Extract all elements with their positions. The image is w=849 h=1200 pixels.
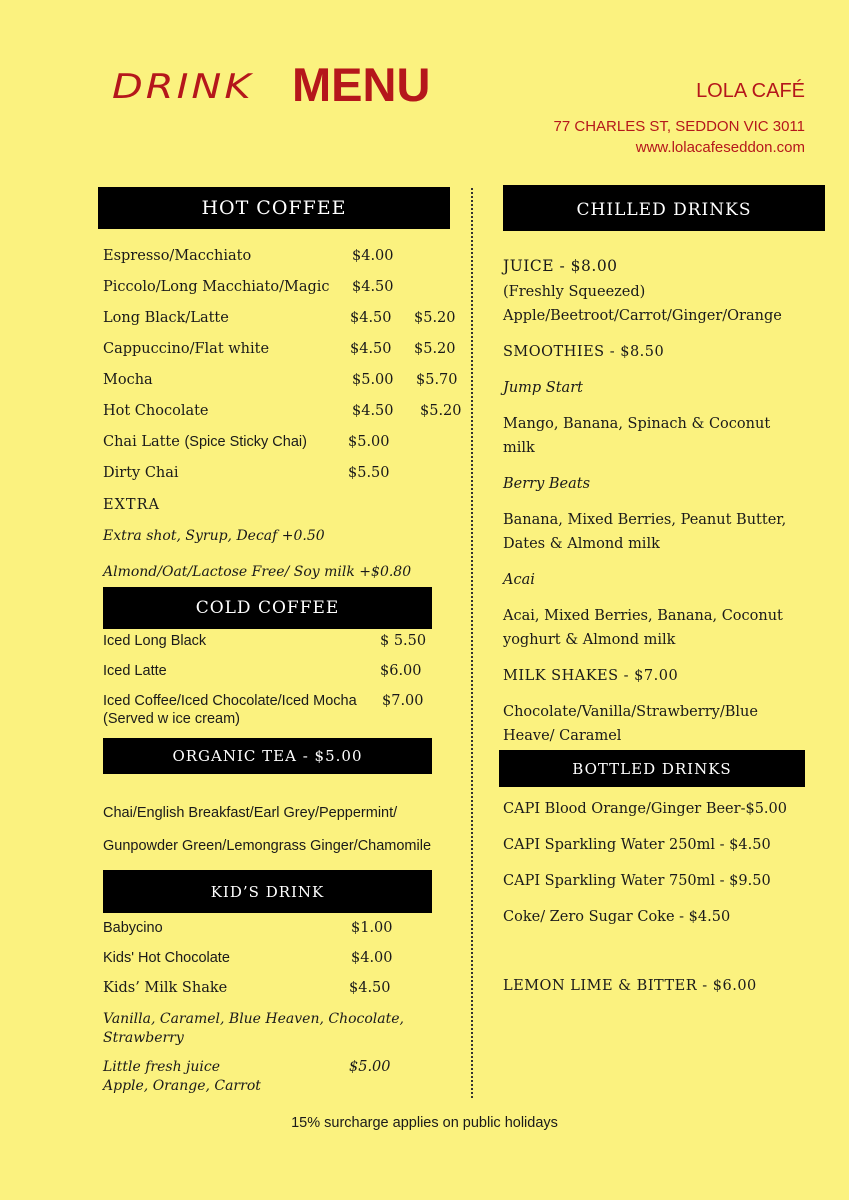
chilled-drinks-heading: CHILLED DRINKS — [503, 185, 825, 231]
bottled-item: CAPI Blood Orange/Ginger Beer-$5.00 — [503, 801, 787, 817]
title-drink: DRINK — [112, 67, 254, 107]
shake-flavours: Strawberry — [103, 1030, 184, 1046]
smoothie-name: Acai — [503, 572, 535, 588]
juice-note: (Freshly Squeezed) — [503, 284, 646, 300]
column-divider — [471, 188, 473, 1098]
menu-item-name: Iced Long Black — [103, 633, 207, 649]
menu-item-price: $1.00 — [351, 920, 393, 936]
cafe-address: 77 CHARLES ST, SEDDON VIC 3011 — [553, 118, 805, 135]
menu-item-price: $ 5.50 — [380, 633, 427, 649]
bottled-drinks-heading: BOTTLED DRINKS — [499, 750, 805, 787]
smoothie-desc: yoghurt & Almond milk — [503, 632, 676, 648]
menu-item-price: $4.50 — [349, 980, 391, 996]
menu-item-price: $4.00 — [351, 950, 393, 966]
bottled-item: CAPI Sparkling Water 750ml - $9.50 — [503, 873, 771, 889]
menu-item-name: Iced Latte — [103, 663, 167, 679]
smoothie-desc: milk — [503, 440, 535, 456]
tea-list: Gunpowder Green/Lemongrass Ginger/Chamomile — [103, 838, 432, 854]
menu-item-price: $5.00 — [348, 434, 390, 450]
smoothie-desc: Dates & Almond milk — [503, 536, 660, 552]
menu-item-price: $4.50 — [352, 279, 394, 295]
juice-options: Apple/Beetroot/Carrot/Ginger/Orange — [503, 308, 782, 324]
little-juice-price: $5.00 — [349, 1059, 391, 1075]
surcharge-note: 15% surcharge applies on public holidays — [291, 1115, 558, 1131]
smoothie-name: Jump Start — [503, 380, 583, 396]
extra-line: Extra shot, Syrup, Decaf +0.50 — [103, 528, 325, 544]
milkshakes-title: MILK SHAKES - $7.00 — [503, 668, 679, 684]
menu-item-price: $4.50 — [350, 310, 392, 326]
lemon-lime-bitter: LEMON LIME & BITTER - $6.00 — [503, 978, 757, 994]
menu-item-name: Babycino — [103, 920, 163, 936]
menu-item-name: Piccolo/Long Macchiato/Magic — [103, 279, 330, 295]
smoothie-name: Berry Beats — [503, 476, 591, 492]
menu-item-name — [103, 434, 307, 450]
menu-item-name: Dirty Chai — [103, 465, 179, 481]
smoothie-desc: Mango, Banana, Spinach & Coconut — [503, 416, 771, 432]
bottled-item: CAPI Sparkling Water 250ml - $4.50 — [503, 837, 771, 853]
menu-item-price: $7.00 — [382, 693, 424, 709]
menu-item-price-large: $5.20 — [414, 310, 456, 326]
menu-item-price: $4.50 — [350, 341, 392, 357]
shake-flavours: Vanilla, Caramel, Blue Heaven, Chocolate, — [103, 1011, 404, 1027]
menu-item-price: $5.00 — [352, 372, 394, 388]
little-juice: Little fresh juice — [103, 1059, 221, 1075]
cold-coffee-heading: COLD COFFEE — [103, 587, 432, 629]
menu-item-note: (Served w ice cream) — [103, 711, 240, 727]
menu-item-name: Cappuccino/Flat white — [103, 341, 270, 357]
menu-item-price-large: $5.70 — [416, 372, 458, 388]
organic-tea-heading: ORGANIC TEA - $5.00 — [103, 738, 432, 774]
menu-item-name: Kids' Hot Chocolate — [103, 950, 230, 966]
bottled-item: Coke/ Zero Sugar Coke - $4.50 — [503, 909, 731, 925]
menu-item-name: Kids’ Milk Shake — [103, 980, 228, 996]
menu-item-price-large: $5.20 — [414, 341, 456, 357]
smoothie-desc: Acai, Mixed Berries, Banana, Coconut — [503, 608, 783, 624]
title-menu: MENU — [292, 58, 431, 111]
menu-item-name: Long Black/Latte — [103, 310, 229, 326]
hot-coffee-heading: HOT COFFEE — [98, 187, 450, 229]
extra-line: Almond/Oat/Lactose Free/ Soy milk +$0.80 — [103, 564, 412, 580]
menu-item-price: $6.00 — [380, 663, 422, 679]
menu-item-name: Hot Chocolate — [103, 403, 209, 419]
menu-item-name: Espresso/Macchiato — [103, 248, 252, 264]
tea-list: Chai/English Breakfast/Earl Grey/Peppermint/ — [103, 805, 398, 821]
smoothie-desc: Banana, Mixed Berries, Peanut Butter, — [503, 512, 787, 528]
juice-title: JUICE - $8.00 — [503, 257, 618, 275]
cafe-name: LOLA CAFÉ — [696, 80, 805, 102]
menu-item-name: Iced Coffee/Iced Chocolate/Iced Mocha — [103, 693, 357, 709]
milkshake-desc: Chocolate/Vanilla/Strawberry/Blue — [503, 704, 758, 720]
menu-item-price: $5.50 — [348, 465, 390, 481]
menu-item-price-large: $5.20 — [420, 403, 462, 419]
menu-item-price: $4.00 — [352, 248, 394, 264]
extra-heading: EXTRA — [103, 497, 160, 513]
milkshake-desc: Heave/ Caramel — [503, 728, 622, 744]
menu-item-name-text: Chai Latte — [103, 434, 180, 450]
cafe-website: www.lolacafeseddon.com — [635, 139, 805, 156]
kids-drink-heading: KID’S DRINK — [103, 870, 432, 913]
menu-item-name-note: (Spice Sticky Chai) — [184, 434, 307, 450]
menu-item-name: Mocha — [103, 372, 153, 388]
little-juice-flavours: Apple, Orange, Carrot — [103, 1078, 261, 1094]
smoothies-title: SMOOTHIES - $8.50 — [503, 344, 665, 360]
menu-item-price: $4.50 — [352, 403, 394, 419]
